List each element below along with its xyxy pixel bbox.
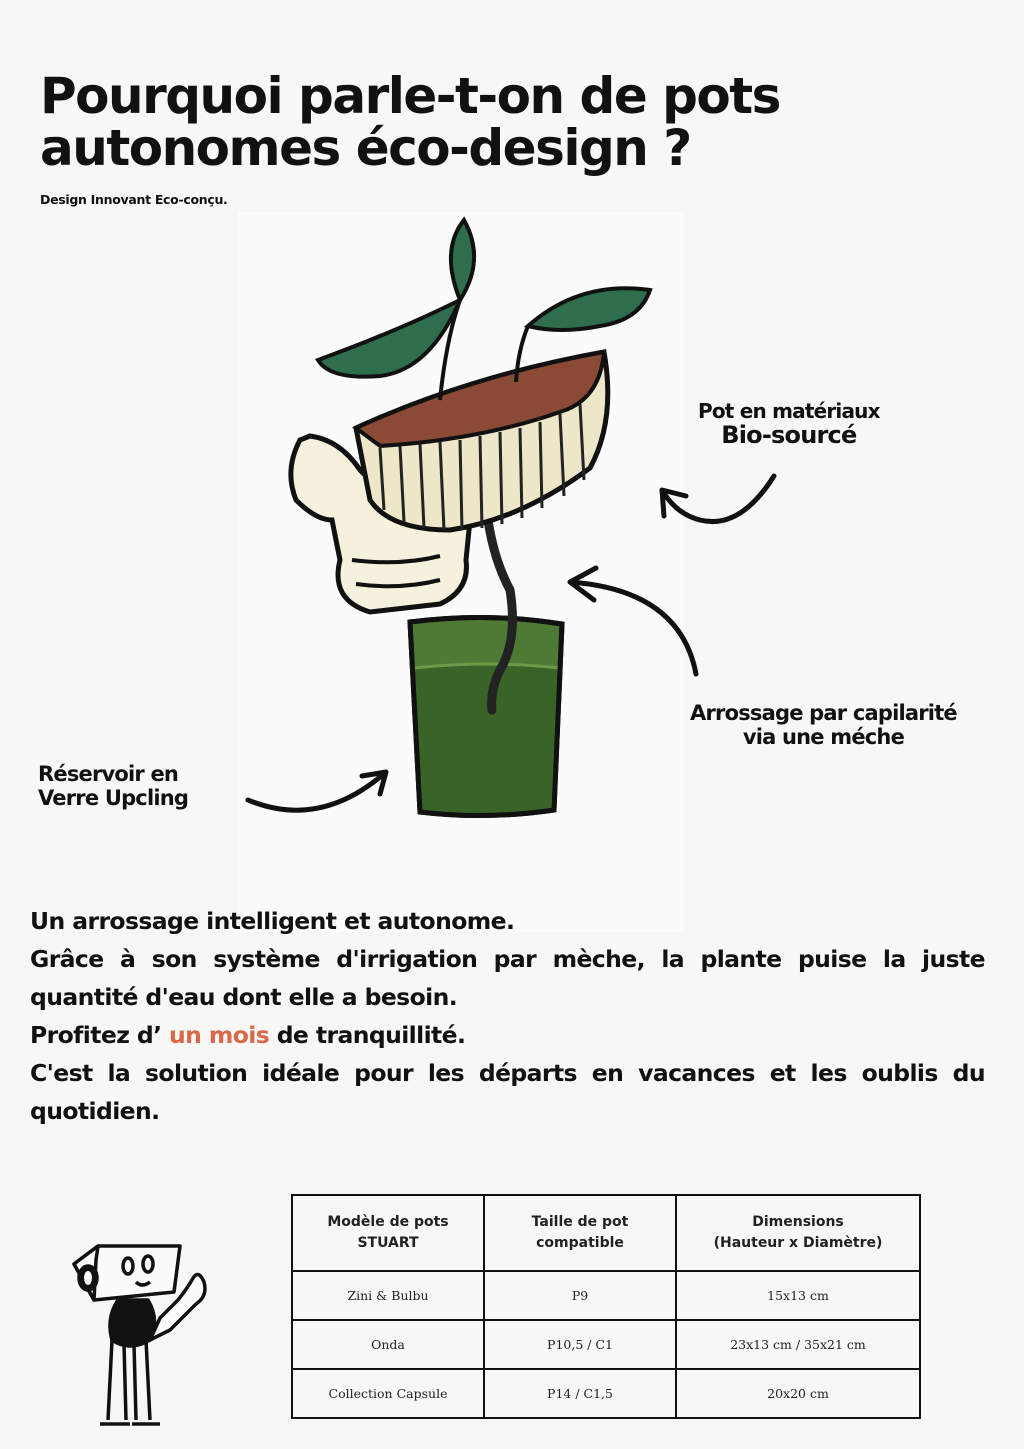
- table-row: [292, 1320, 920, 1369]
- callout-pot-line-1: Pot en matériaux: [698, 399, 880, 423]
- description-line-1: Un arrossage intelligent et autonome.: [30, 907, 515, 935]
- description-line-3: [30, 1016, 985, 1054]
- cell-model: Zini & Bulbu: [292, 1271, 484, 1320]
- page-subtitle: Design Innovant Eco-conçu.: [40, 192, 228, 207]
- table-header-row: [292, 1195, 920, 1271]
- glass-reservoir-icon: [410, 617, 562, 815]
- cell-dimensions: 20x20 cm: [676, 1369, 920, 1418]
- callout-wick-watering: [690, 701, 957, 749]
- curved-arrow-icon: [570, 568, 696, 674]
- description-line-4: C'est la solution idéale pour les départs en vacances et les oublis du quotidien.: [30, 1059, 985, 1125]
- callout-reservoir-line-1: Réservoir en: [38, 762, 179, 786]
- bio-pot-icon: [356, 352, 608, 530]
- column-header-pot-size: Taille de pot compatible: [484, 1195, 676, 1271]
- curved-arrow-icon: [662, 476, 774, 522]
- table-row: [292, 1369, 920, 1418]
- callout-reservoir: [38, 762, 188, 810]
- cell-pot-size: P10,5 / C1: [484, 1320, 676, 1369]
- callout-pot-material: [698, 399, 880, 447]
- table-row: [292, 1271, 920, 1320]
- pot-compatibility-table: [291, 1194, 921, 1419]
- cell-pot-size: P9: [484, 1271, 676, 1320]
- description-line-2: Grâce à son système d'irrigation par mèche, la plante puise la juste quantité d'eau dont elle a besoin.: [30, 945, 985, 1011]
- callout-pot-line-2: Bio-sourcé: [721, 421, 857, 449]
- callout-wick-line-1: Arrossage par capilarité: [690, 701, 957, 725]
- description-line-3-end: de tranquillité.: [269, 1021, 466, 1049]
- cell-dimensions: 23x13 cm / 35x21 cm: [676, 1320, 920, 1369]
- callout-wick-line-2: via une méche: [742, 725, 905, 749]
- title-line-2: autonomes éco-design ?: [40, 119, 691, 177]
- cell-pot-size: P14 / C1,5: [484, 1369, 676, 1418]
- title-line-1: Pourquoi parle-t-on de pots: [40, 67, 780, 125]
- column-header-dimensions: Dimensions (Hauteur x Diamètre): [676, 1195, 920, 1271]
- curved-arrow-icon: [248, 772, 386, 810]
- callout-reservoir-line-2: Verre Upcling: [38, 786, 189, 810]
- box-head-mascot-icon: [74, 1246, 205, 1424]
- cell-model: Collection Capsule: [292, 1369, 484, 1418]
- description-line-3-start: Profitez d’: [30, 1021, 169, 1049]
- cell-dimensions: 15x13 cm: [676, 1271, 920, 1320]
- column-header-model: Modèle de pots STUART: [292, 1195, 484, 1271]
- description-text: [30, 902, 985, 1130]
- highlight-duration: un mois: [169, 1021, 270, 1049]
- cell-model: Onda: [292, 1320, 484, 1369]
